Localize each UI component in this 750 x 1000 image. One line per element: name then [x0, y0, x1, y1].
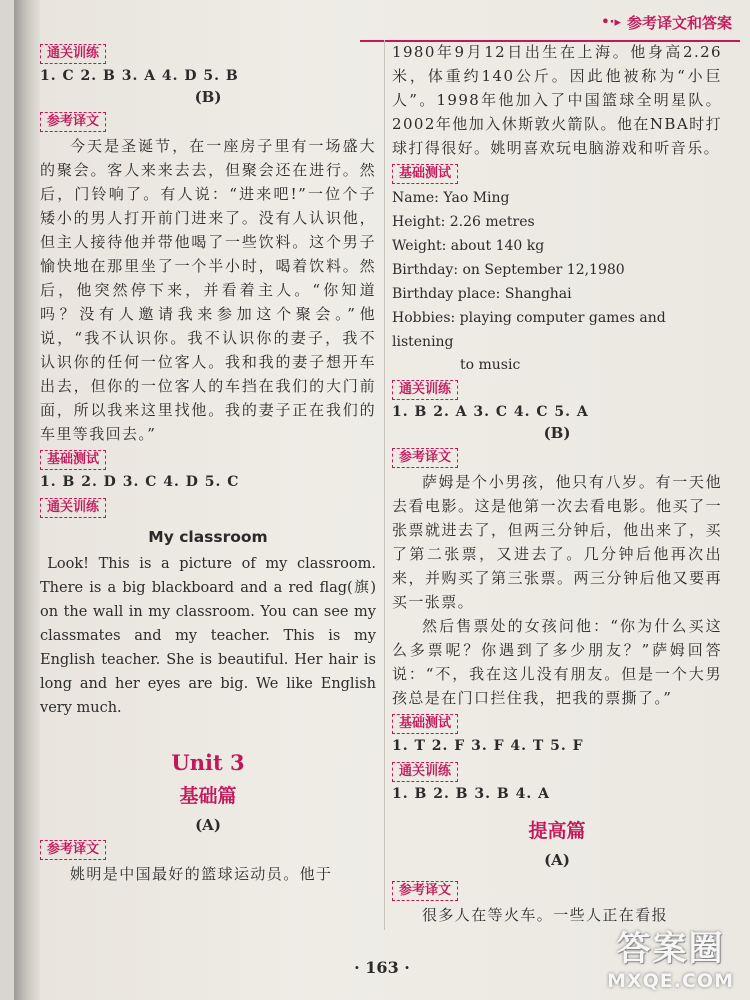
answers-line: 1. B 2. A 3. C 4. C 5. A: [392, 404, 589, 420]
part-label: (A): [544, 851, 570, 869]
info-birthday: Birthday: on September 12,1980: [392, 262, 625, 278]
translation-paragraph: 今天是圣诞节，在一座房子里有一场盛大的聚会。客人来来去去，但聚会还在进行。然后，门铃响了。有人说：“进来吧!”一位个子矮小的男人打开前门进来了。没有人认识他，但主人接待他并带他喝了一些饮料。这个男子愉快地在那里坐了一个半小时，喝着饮料。然后，他突然停下来，并看着主人。“你知道吗？没有人邀请我来参加这个聚会。”他说，“我不认识你。我不认识你的妻子，我不认识你的任何一位客人。我和我的妻子想开车出去，但你的一位客人的车挡在我们的大门前面，所以我来这里找他。我的妻子正在我们的车里等我回去。”: [40, 137, 376, 443]
answers-line: 1. B 2. B 3. B 4. A: [392, 786, 550, 802]
watermark: [607, 921, 734, 992]
part-label: (B): [543, 424, 571, 442]
info-height: Height: 2.26 metres: [392, 214, 535, 230]
header-title: 参考译文和答案: [626, 14, 732, 32]
tag-tongguan: 通关训练: [392, 380, 458, 400]
part-label: (B): [194, 88, 222, 106]
section-heading: 提高篇: [528, 820, 586, 842]
tag-cankao: 参考译文: [40, 112, 106, 132]
tag-jichu: 基础测试: [40, 450, 106, 470]
info-weight: Weight: about 140 kg: [392, 238, 545, 254]
tag-jichu: 基础测试: [392, 164, 458, 184]
info-hobbies-cont: to music: [460, 357, 521, 373]
tag-cankao: 参考译文: [40, 840, 106, 860]
translation-paragraph: 萨姆是个小男孩，他只有八岁。有一天他去看电影。这是他第一次去看电影。他买了一张票就进去了，但两三分钟后，他出来了，买了第二张票，又进去了。几分钟后他再次出来，并购买了第三张票。两三分钟后他又要再买一张票。: [392, 473, 722, 611]
answers-line: 1. C 2. B 3. A 4. D 5. B: [40, 68, 239, 84]
translation-paragraph: 姚明是中国最好的篮球运动员。他于: [70, 865, 333, 883]
page-number: · 163 ·: [354, 958, 410, 977]
translation-paragraph: 很多人在等火车。一些人正在看报: [422, 906, 669, 924]
right-column: [392, 40, 722, 927]
watermark-url: MXQE.COM: [607, 970, 734, 992]
tag-tongguan: 通关训练: [40, 44, 106, 64]
book-page: [14, 0, 750, 1000]
tag-tongguan: 通关训练: [392, 762, 458, 782]
info-birthplace: Birthday place: Shanghai: [392, 286, 572, 302]
tag-tongguan: 通关训练: [40, 498, 106, 518]
watermark-logo: 答案圈: [616, 929, 725, 969]
translation-paragraph: 然后售票处的女孩问他：“你为什么买这么多票呢？你遇到了多少朋友？”萨姆回答说：“不，我在这儿没有朋友。但是一个大男孩总是在门口拦住我，把我的票撕了。”: [392, 617, 722, 707]
part-label: (A): [195, 816, 221, 834]
answers-line: 1. T 2. F 3. F 4. T 5. F: [392, 738, 584, 754]
left-column: [40, 40, 376, 886]
tag-cankao: 参考译文: [392, 881, 458, 901]
translation-paragraph: 1980年9月12日出生在上海。他身高2.26米，体重约140公斤。因此他被称为“小巨人”。1998年他加入了中国篮球全明星队。2002年他加入休斯敦火箭队。他在NBA时打球打得很好。姚明喜欢玩电脑游戏和听音乐。: [392, 43, 722, 157]
info-hobbies: Hobbies: playing computer games and listening: [392, 310, 666, 350]
unit-heading: Unit 3: [171, 750, 245, 775]
page-header: [601, 12, 732, 33]
answers-line: 1. B 2. D 3. C 4. D 5. C: [40, 474, 240, 490]
section-heading: 基础篇: [179, 785, 237, 807]
info-name: Name: Yao Ming: [392, 190, 510, 206]
tag-jichu: 基础测试: [392, 714, 458, 734]
arrow-icon: •·▸: [601, 15, 621, 30]
essay-paragraph: Look! This is a picture of my classroom. There is a big blackboard and a red flag(旗) on the wall in my classroom. You can see my classmates and my teacher. This is my English teacher. She is beautiful. Her hair is long and her eyes are big. We like English very much.: [40, 556, 376, 716]
column-divider: [384, 40, 385, 930]
tag-cankao: 参考译文: [392, 448, 458, 468]
book-spine: [14, 0, 40, 1000]
essay-title: My classroom: [148, 528, 268, 546]
